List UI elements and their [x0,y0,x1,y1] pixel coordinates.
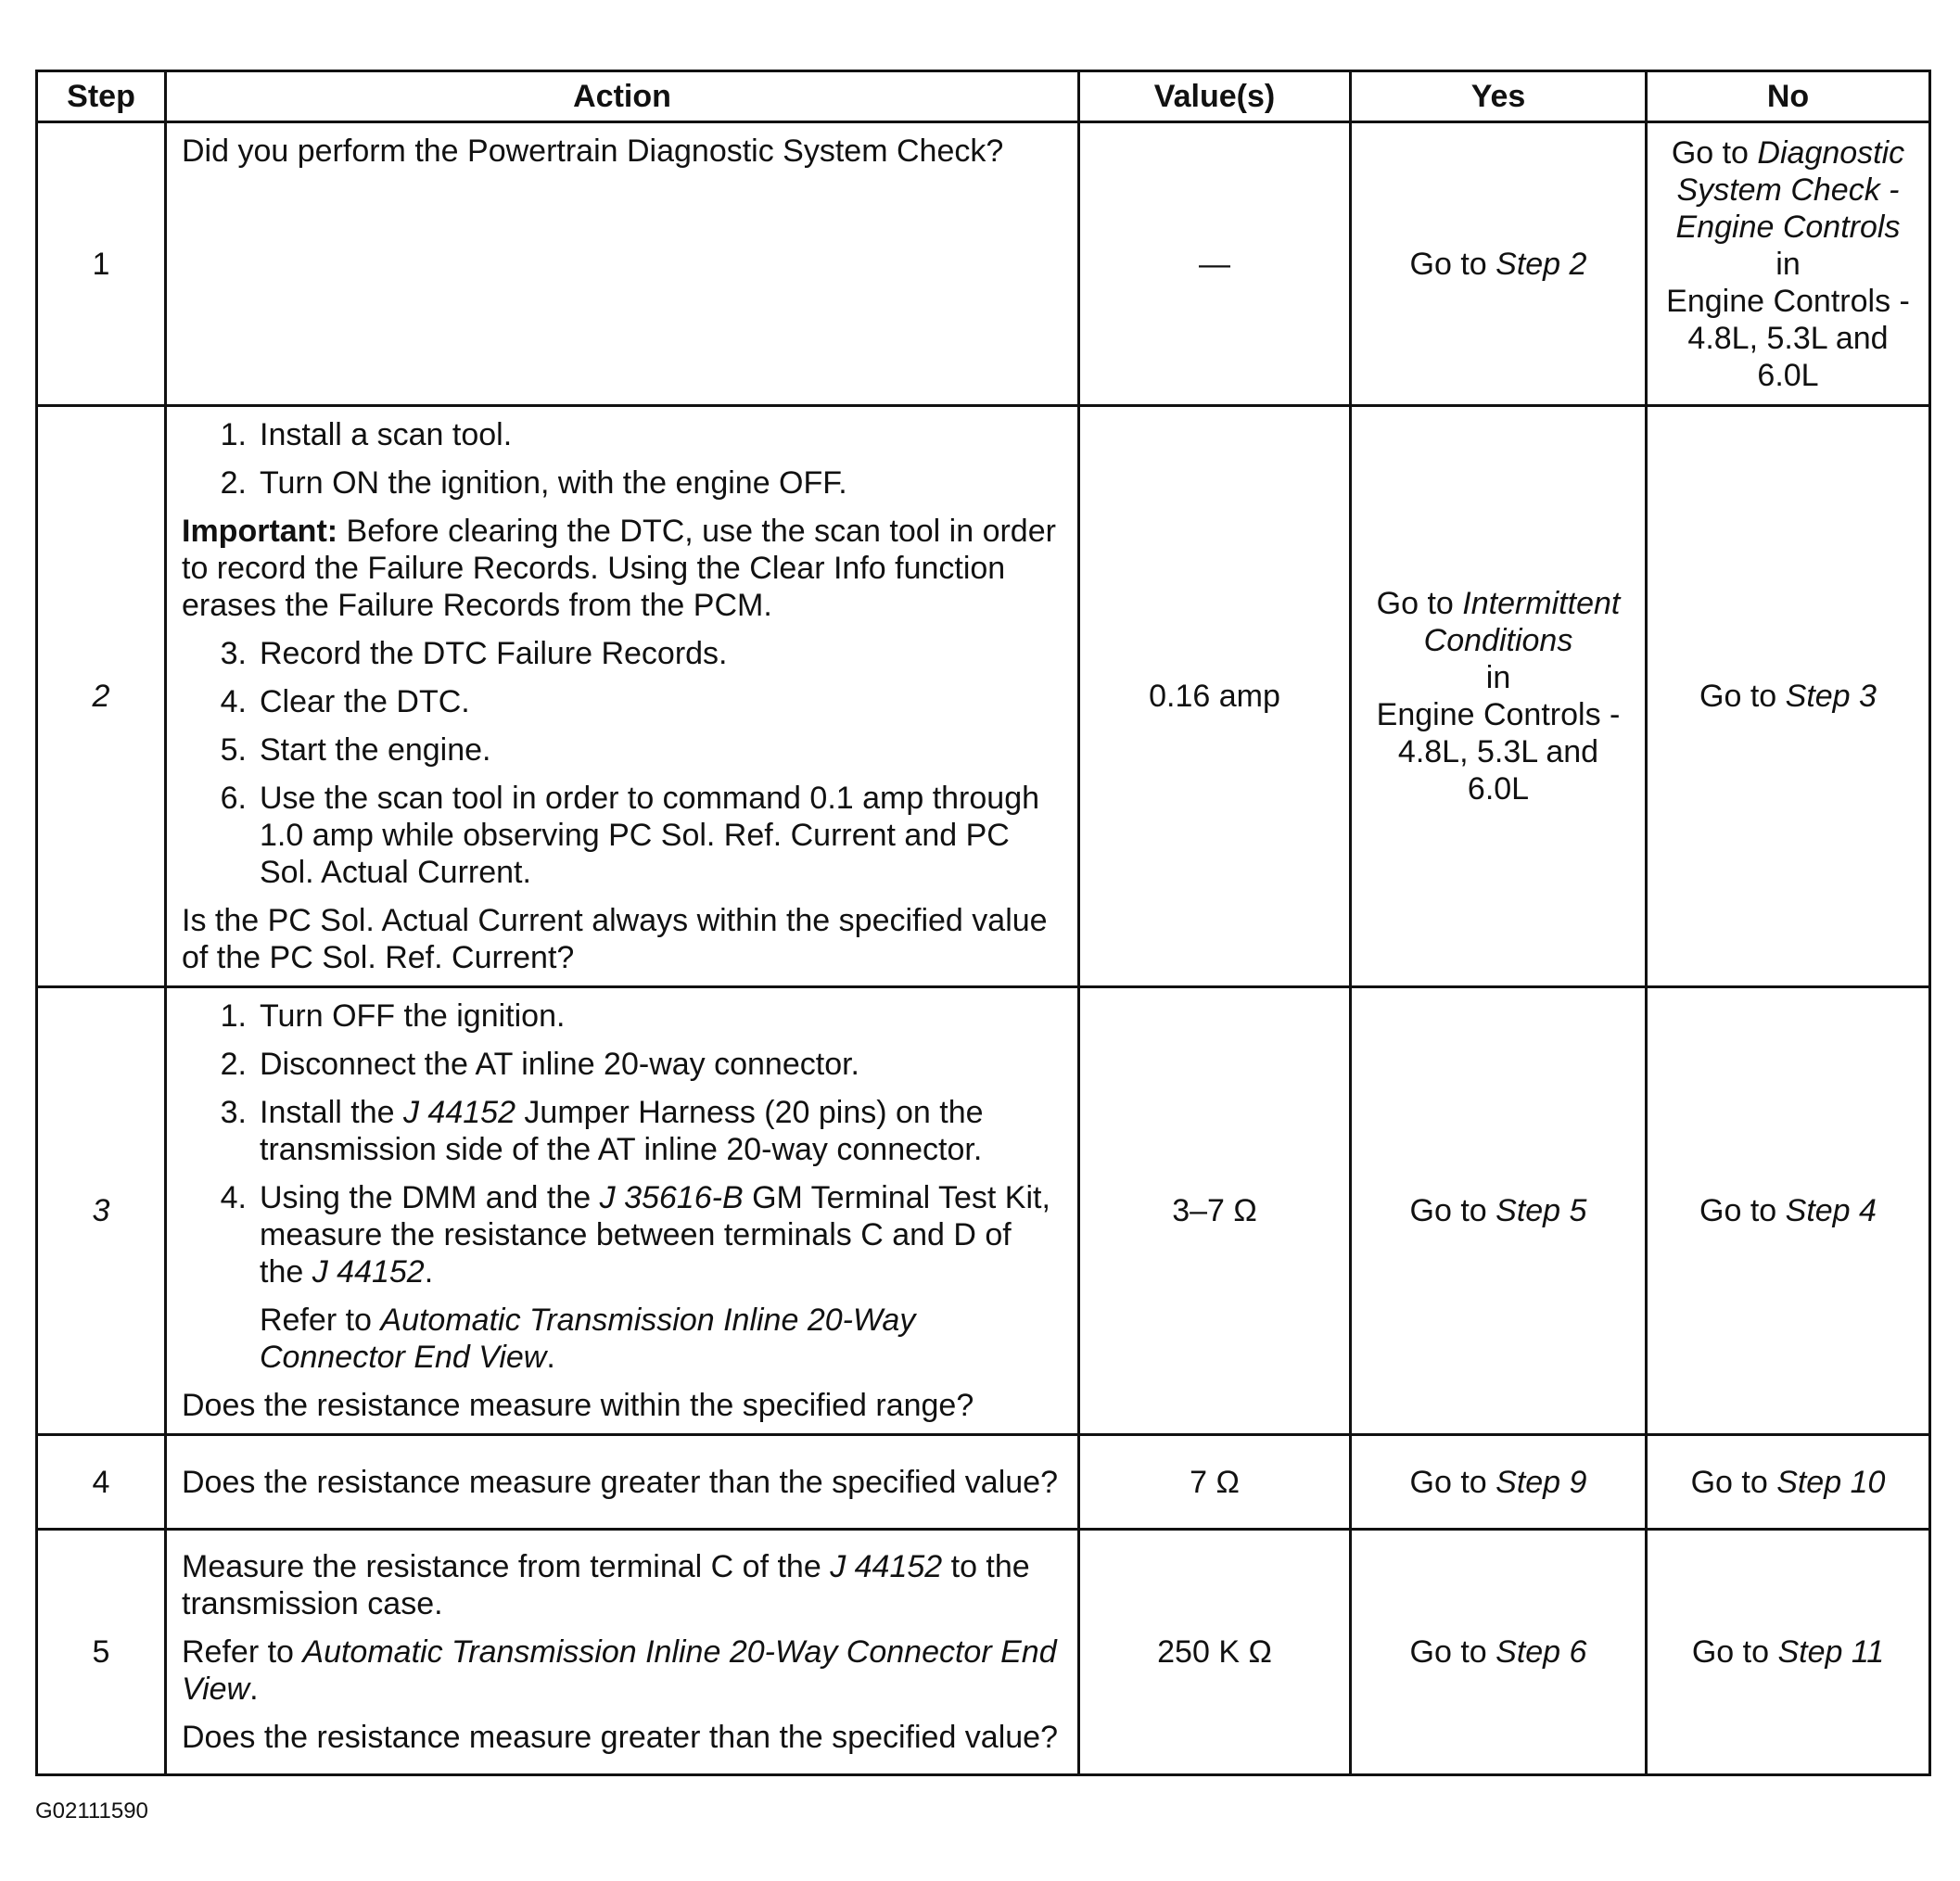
important-label: Important: [182,514,338,549]
diagnostic-table [35,70,1931,1776]
value-cell: 7 Ω [1079,1435,1351,1530]
go-to-text: Go to [1409,1464,1496,1500]
go-to-text: Go to [1409,1193,1496,1228]
action-text: Did you perform the Powertrain Diagnostic System Check? [182,133,1004,169]
step-number: 2 [37,406,166,987]
yes-cell [1351,1530,1647,1775]
no-cell [1647,406,1930,987]
table-row-step-1 [37,122,1930,406]
tool-reference: J 44152 [830,1549,943,1584]
go-to-text: Go to [1691,1634,1778,1670]
step-number: 1 [37,122,166,406]
connector-view-link[interactable]: Automatic Transmission Inline 20-Way Connector End View [260,1303,916,1375]
table-row-step-5 [37,1530,1930,1775]
table-row-step-2 [37,406,1930,987]
action-cell [166,406,1079,987]
go-to-text: Go to [1671,134,1758,171]
header-yes: Yes [1351,71,1647,122]
go-to-text: Go to [1699,679,1786,714]
important-text: Before clearing the DTC, use the scan tool in order to record the Failure Records. Using the Clear Info function erases the Failure Records from the PCM. [182,514,1056,623]
refer-note: Refer to Automatic Transmission Inline 20-Way Connector End View. [260,1303,916,1375]
important-note [182,513,1063,624]
yes-cell [1351,406,1647,987]
go-to-text: Go to [1409,246,1496,282]
go-to-text: Go to [1409,1634,1496,1670]
action-text: Does the resistance measure greater than the specified value? [182,1464,1058,1500]
list-item: 3. Install the J 44152 Jumper Harness (20 pins) on the transmission side of the AT inline 20-way connector. [220,1095,984,1167]
no-cell [1647,1530,1930,1775]
action-cell [166,1530,1079,1775]
value-cell: 3–7 Ω [1079,987,1351,1435]
list-item: 1. Turn OFF the ignition. [220,998,566,1034]
action-question: Does the resistance measure within the specified range? [182,1388,974,1423]
step-link[interactable]: Step 5 [1495,1193,1587,1228]
list-item: 2. Turn ON the ignition, with the engine OFF. [220,465,847,501]
value-cell: 0.16 amp [1079,406,1351,987]
header-action: Action [166,71,1079,122]
step-number: 3 [37,987,166,1435]
step-link[interactable]: Step 2 [1495,246,1587,282]
tool-reference: J 44152 [402,1095,515,1130]
action-question: Is the PC Sol. Actual Current always within the specified value of the PC Sol. Ref. Current? [182,903,1048,975]
procedure-link[interactable]: Intermittent Conditions [1423,586,1621,658]
tool-reference: J 44152 [312,1254,425,1290]
in-text: in [1775,246,1801,282]
no-cell [1647,122,1930,406]
yes-cell [1351,1435,1647,1530]
connector-view-link[interactable]: Automatic Transmission Inline 20-Way Connector End View [182,1634,1057,1707]
action-cell [166,122,1079,406]
no-cell [1647,1435,1930,1530]
figure-id: G02111590 [35,1798,148,1824]
list-item: 3. Record the DTC Failure Records. [220,636,728,671]
header-step: Step [37,71,166,122]
step-link[interactable]: Step 6 [1495,1634,1587,1670]
action-cell [166,1435,1079,1530]
no-cell [1647,987,1930,1435]
list-item: 1. Install a scan tool. [220,417,513,452]
value-cell: 250 K Ω [1079,1530,1351,1775]
list-item: 2. Disconnect the AT inline 20-way connector. [220,1047,859,1082]
step-number: 5 [37,1530,166,1775]
manual-reference: Engine Controls - 4.8L, 5.3L and 6.0L [1666,283,1910,393]
yes-cell [1351,122,1647,406]
table-row-step-4 [37,1435,1930,1530]
in-text: in [1485,660,1511,695]
go-to-text: Go to [1690,1464,1777,1500]
step-link[interactable]: Step 9 [1495,1464,1587,1500]
list-item: 5. Start the engine. [220,732,491,768]
refer-note: Refer to Automatic Transmission Inline 20-Way Connector End View. [182,1634,1057,1707]
header-row [37,71,1930,122]
step-list [182,416,1063,502]
step-link[interactable]: Step 11 [1777,1634,1885,1670]
step-link[interactable]: Step 3 [1785,679,1877,714]
step-list [182,998,1063,1376]
header-values: Value(s) [1079,71,1351,122]
list-item: 4. Using the DMM and the J 35616-B GM Terminal Test Kit, measure the resistance between terminals C and D of the J 44152. Refer to Automatic Transmission Inline 20-Way Connector End View. [182,1179,1063,1376]
action-question: Does the resistance measure greater than the specified value? [182,1720,1058,1755]
action-cell [166,987,1079,1435]
step-number: 4 [37,1435,166,1530]
manual-reference: Engine Controls - 4.8L, 5.3L and 6.0L [1376,697,1621,807]
step-link[interactable]: Step 4 [1785,1193,1877,1228]
yes-cell [1351,987,1647,1435]
table-row-step-3 [37,987,1930,1435]
header-no: No [1647,71,1930,122]
procedure-link[interactable]: Diagnostic System Check - Engine Controls [1675,134,1905,245]
step-list [182,635,1063,891]
go-to-text: Go to [1699,1193,1786,1228]
list-item: 6. Use the scan tool in order to command 0.1 amp through 1.0 amp while observing PC Sol. Ref. Current and PC Sol. Actual Current. [220,781,1040,890]
value-cell: — [1079,122,1351,406]
action-text: Measure the resistance from terminal C of the J 44152 to the transmission case. [182,1549,1030,1621]
list-item: 4. Clear the DTC. [220,684,470,719]
tool-reference: J 35616-B [599,1180,744,1215]
go-to-text: Go to [1376,586,1463,621]
step-link[interactable]: Step 10 [1776,1464,1886,1500]
